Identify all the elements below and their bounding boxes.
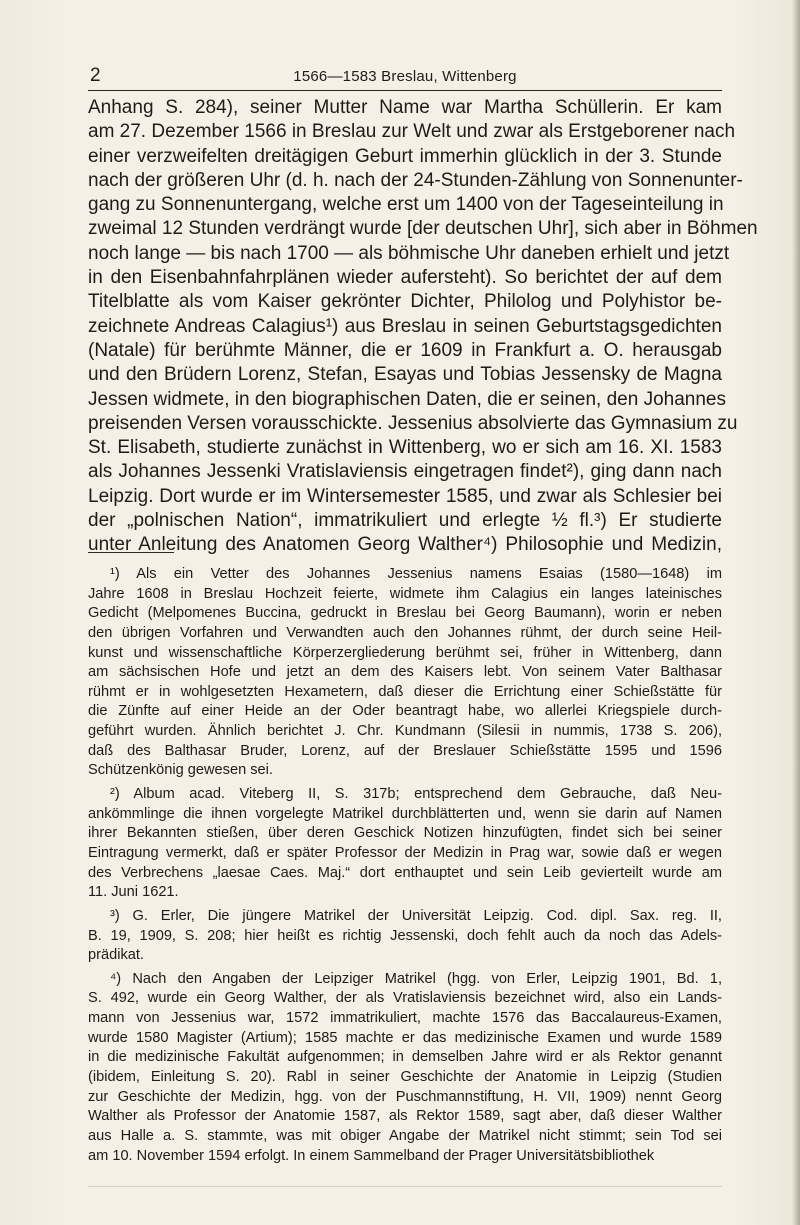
body-line: (Natale) für berühmte Männer, die er 1609 in Frankfurt a. O. herausgab — [88, 339, 722, 361]
body-line: nach der größeren Uhr (d. h. nach der 24-Stunden-Zählung von Sonnenunter- — [88, 169, 743, 191]
page-edge-shadow — [792, 0, 800, 1225]
body-line: gang zu Sonnenuntergang, welche erst um 1400 von der Tageseinteilung in — [88, 194, 724, 216]
footnote-line: (ibidem, Einleitung S. 20). Rabl in seiner Geschichte der Anatomie in Leipzig (Studien — [88, 1069, 722, 1086]
footnote-line: Eintragung vermerkt, daß er später Professor der Medizin in Prag war, sowie daß er wegen — [88, 844, 722, 861]
body-line: zweimal 12 Stunden verdrängt wurde [der deutschen Uhr], sich aber in Böhmen — [88, 218, 758, 240]
footnote-line: Schützenkönig gewesen sei. — [88, 762, 273, 779]
page-header — [88, 64, 722, 91]
body-line: in den Eisenbahnfahrplänen wieder aufersteht). So berichtet der auf dem — [88, 267, 722, 289]
footnote-line: Jahre 1608 in Breslau Hochzeit feierte, widmete ihm Calagius ein langes lateinisches — [88, 585, 722, 602]
footnote-line: wurde 1580 Magister (Artium); 1585 machte er das medizinische Examen und wurde 1589 — [88, 1029, 722, 1046]
footnote-line: mann von Jessenius war, 1572 immatrikuliert, machte 1576 das Baccalaureus-Examen, — [88, 1010, 722, 1027]
footnote-line: Gedicht (Melpomenes Buccina, gedruckt in Breslau bei Georg Baumann), worin er neben — [88, 605, 722, 622]
footnote-line: am 10. November 1594 erfolgt. In einem Sammelband der Prager Universitätsbibliothek — [88, 1147, 655, 1164]
body-line: Jessen widmete, in den biographischen Daten, die er seinen, den Johannes — [88, 388, 726, 410]
body-line: als Johannes Jessenki Vratislaviensis eingetragen findet²), ging dann nach — [88, 461, 722, 483]
footnote-line: ⁴) Nach den Angaben der Leipziger Matrikel (hgg. von Erler, Leipzig 1901, Bd. 1, — [110, 970, 722, 987]
footnote-line: den übrigen Vorfahren und Verwandten auch den Johannes rühmt, der durch seine Heil- — [88, 624, 722, 641]
footnote-line: ihrer Bekannten stießen, über deren Geschick Notizen hinzufügten, findet sich bei seiner — [88, 825, 722, 842]
body-line: Titelblatte als vom Kaiser gekrönter Dichter, Philolog und Polyhistor be- — [88, 291, 722, 313]
body-line: zeichnete Andreas Calagius¹) aus Breslau in seinen Geburtstagsgedichten — [88, 315, 722, 337]
footnote-line: S. 492, wurde ein Georg Walther, der als Vratislaviensis bezeichnet wird, also ein Lands- — [88, 990, 722, 1007]
footnote-line: zur Geschichte der Medizin, hgg. von der Puschmannstiftung, H. VII, 1909) nennt Georg — [88, 1088, 722, 1105]
body-line: und den Brüdern Lorenz, Stefan, Esayas und Tobias Jessensky de Magna — [88, 364, 722, 386]
page-bottom-shade — [88, 1186, 722, 1187]
footnote-line: Walther als Professor der Anatomie 1587, als Rektor 1589, sagt aber, daß dieser Walther — [88, 1108, 722, 1125]
footnote-separator — [88, 552, 174, 553]
footnote-line: ankömmlinge die ihnen vorgelegte Matrikel durchblätterten und, wenn sie darin auf Namen — [88, 805, 722, 822]
body-line: unter Anleitung des Anatomen Georg Walther⁴) Philosophie und Medizin, — [88, 534, 722, 556]
footnote-line: geführt wurden. Ähnlich berichtet J. Chr. Kundmann (Silesii in nummis, 1738 S. 206), — [88, 723, 722, 740]
footnote-line: aus Halle a. S. stammte, was mit obiger Angabe der Matrikel nicht stimmt; sein Tod sei — [88, 1127, 722, 1144]
footnote-line: kunst und wissenschaftliche Körperzergliederung berühmt sei, früher in Wittenberg, dann — [88, 644, 722, 661]
footnote-line: daß des Balthasar Bruder, Lorenz, auf der Breslauer Schießstätte 1595 und 1596 — [88, 742, 722, 759]
footnote-line: des Verbrechens „laesae Caes. Maj.“ dort enthauptet und sein Leib gevierteilt wurde am — [88, 864, 722, 881]
footnote-line: am sächsischen Hofe und jetzt an dem des Kaisers lebt. Von seinem Vater Balthasar — [88, 664, 722, 681]
footnote-line: prädikat. — [88, 947, 144, 964]
body-line: am 27. Dezember 1566 in Breslau zur Welt und zwar als Erstgeborener nach — [88, 121, 736, 143]
footnote-line: 11. Juni 1621. — [88, 884, 179, 901]
footnote-2 — [88, 785, 722, 903]
body-line: St. Elisabeth, studierte zunächst in Wittenberg, wo er sich am 16. XI. 1583 — [88, 437, 722, 459]
footnote-line: B. 19, 1909, S. 208; hier heißt es richtig Jessenski, doch fehlt auch da noch das Adels- — [88, 927, 722, 944]
footnote-line: rühmt er in wohlgesetzten Hexametern, daß dieser die Errichtung einer Schießstätte für — [88, 683, 722, 700]
body-line: preisenden Versen vorausschickte. Jessenius absolvierte das Gymnasium zu — [88, 412, 738, 434]
footnote-3 — [88, 907, 722, 966]
body-line: Leipzig. Dort wurde er im Wintersemester 1585, und zwar als Schlesier bei — [88, 485, 722, 507]
footnote-line: ³) G. Erler, Die jüngere Matrikel der Universität Leipzig. Cod. dipl. Sax. reg. II, — [110, 907, 722, 924]
footnotes — [88, 565, 722, 1166]
footnote-line: ¹) Als ein Vetter des Johannes Jessenius namens Esaias (1580—1648) im — [110, 566, 722, 582]
running-head: 1566—1583 Breslau, Wittenberg — [293, 68, 517, 85]
body-line: der „polnischen Nation“, immatrikuliert und erlegte ½ fl.³) Er studierte — [88, 510, 722, 532]
body-text — [88, 96, 758, 558]
body-line: Anhang S. 284), seiner Mutter Name war Martha Schüllerin. Er kam — [88, 97, 722, 118]
footnote-line: in die medizinische Fakultät aufgenommen; in demselben Jahre wird er als Rektor genannt — [88, 1049, 722, 1066]
body-line: noch lange — bis nach 1700 — als böhmische Uhr daneben erhielt und jetzt — [88, 242, 730, 264]
footnote-line: ²) Album acad. Viteberg II, S. 317b; entsprechend dem Gebrauche, daß Neu- — [110, 786, 722, 803]
footnote-line: die Zünfte auf einer Heide an der Oder beantragt habe, wo allerlei Kriegspiele durch- — [88, 703, 722, 720]
page-number: 2 — [90, 65, 101, 86]
footnote-1 — [88, 565, 722, 781]
footnote-4 — [88, 970, 722, 1166]
body-line: einer verzweifelten dreitägigen Geburt immerhin glücklich in der 3. Stunde — [88, 145, 722, 167]
